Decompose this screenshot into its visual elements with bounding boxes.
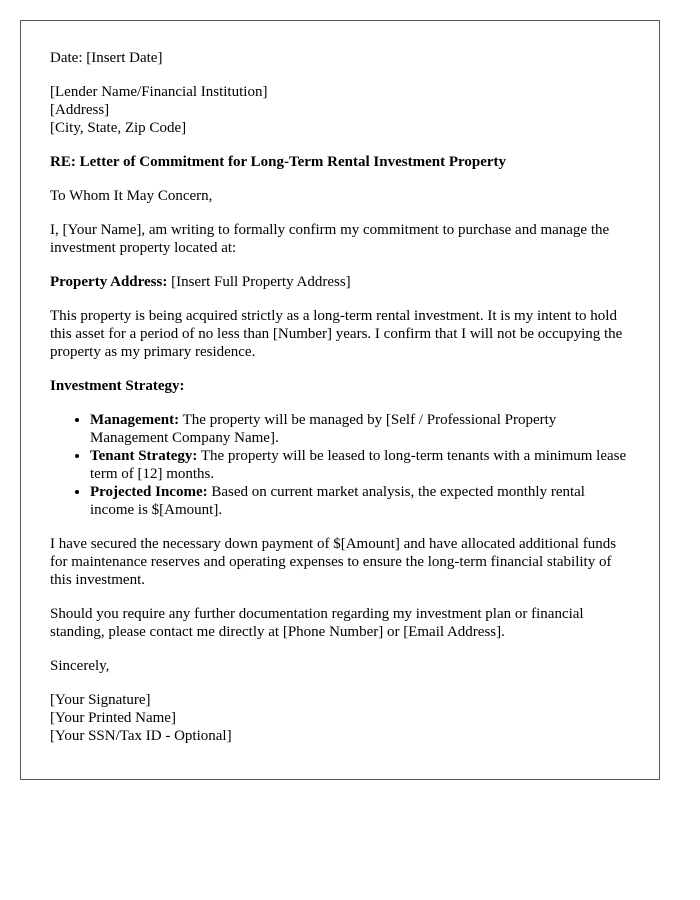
printed-name: [Your Printed Name]: [50, 710, 176, 726]
strategy-item-label: Projected Income:: [90, 484, 208, 500]
property-address-value: [Insert Full Property Address]: [167, 274, 351, 290]
tax-id: [Your SSN/Tax ID - Optional]: [50, 728, 232, 744]
letter-document: [20, 20, 660, 780]
intro-paragraph: I, [Your Name], am writing to formally confirm my commitment to purchase and manage the investment property located at:: [50, 222, 610, 256]
closing: Sincerely,: [50, 658, 110, 674]
contact-paragraph: Should you require any further documentation regarding my investment plan or financial standing, please contact me directly at [Phone Number] or [Email Address].: [50, 606, 584, 640]
strategy-heading: Investment Strategy:: [50, 378, 185, 394]
salutation: To Whom It May Concern,: [50, 188, 213, 204]
list-item: [90, 411, 630, 447]
funds-paragraph: I have secured the necessary down payment of $[Amount] and have allocated additional funds for maintenance reserves and operating expenses to ensure the long-term financial stability of this investment.: [50, 536, 617, 588]
strategy-item-text: The property will be managed by [Self / Professional Property Management Company Name].: [90, 412, 557, 446]
date-line: Date: [Insert Date]: [50, 50, 163, 66]
strategy-item-text: The property will be leased to long-term tenants with a minimum lease term of [12] months.: [90, 448, 627, 482]
intent-paragraph: This property is being acquired strictly as a long-term rental investment. It is my intent to hold this asset for a period of no less than [Number] years. I confirm that I will not be occupying the property as my primary residence.: [50, 308, 623, 360]
recipient-city-state-zip: [City, State, Zip Code]: [50, 120, 187, 136]
recipient-name: [Lender Name/Financial Institution]: [50, 84, 268, 100]
strategy-list: [50, 411, 630, 519]
strategy-item-label: Management:: [90, 412, 180, 428]
recipient-address: [Address]: [50, 102, 110, 118]
strategy-item-label: Tenant Strategy:: [90, 448, 198, 464]
list-item: [90, 447, 630, 483]
list-item: [90, 483, 630, 519]
property-address-line: [50, 273, 630, 291]
signature-line: [Your Signature]: [50, 692, 151, 708]
signature-block: [50, 691, 630, 745]
subject-line: RE: Letter of Commitment for Long-Term Rental Investment Property: [50, 154, 507, 170]
property-address-label: Property Address:: [50, 274, 168, 290]
strategy-item-text: Based on current market analysis, the expected monthly rental income is $[Amount].: [90, 484, 585, 518]
recipient-block: [50, 83, 630, 137]
